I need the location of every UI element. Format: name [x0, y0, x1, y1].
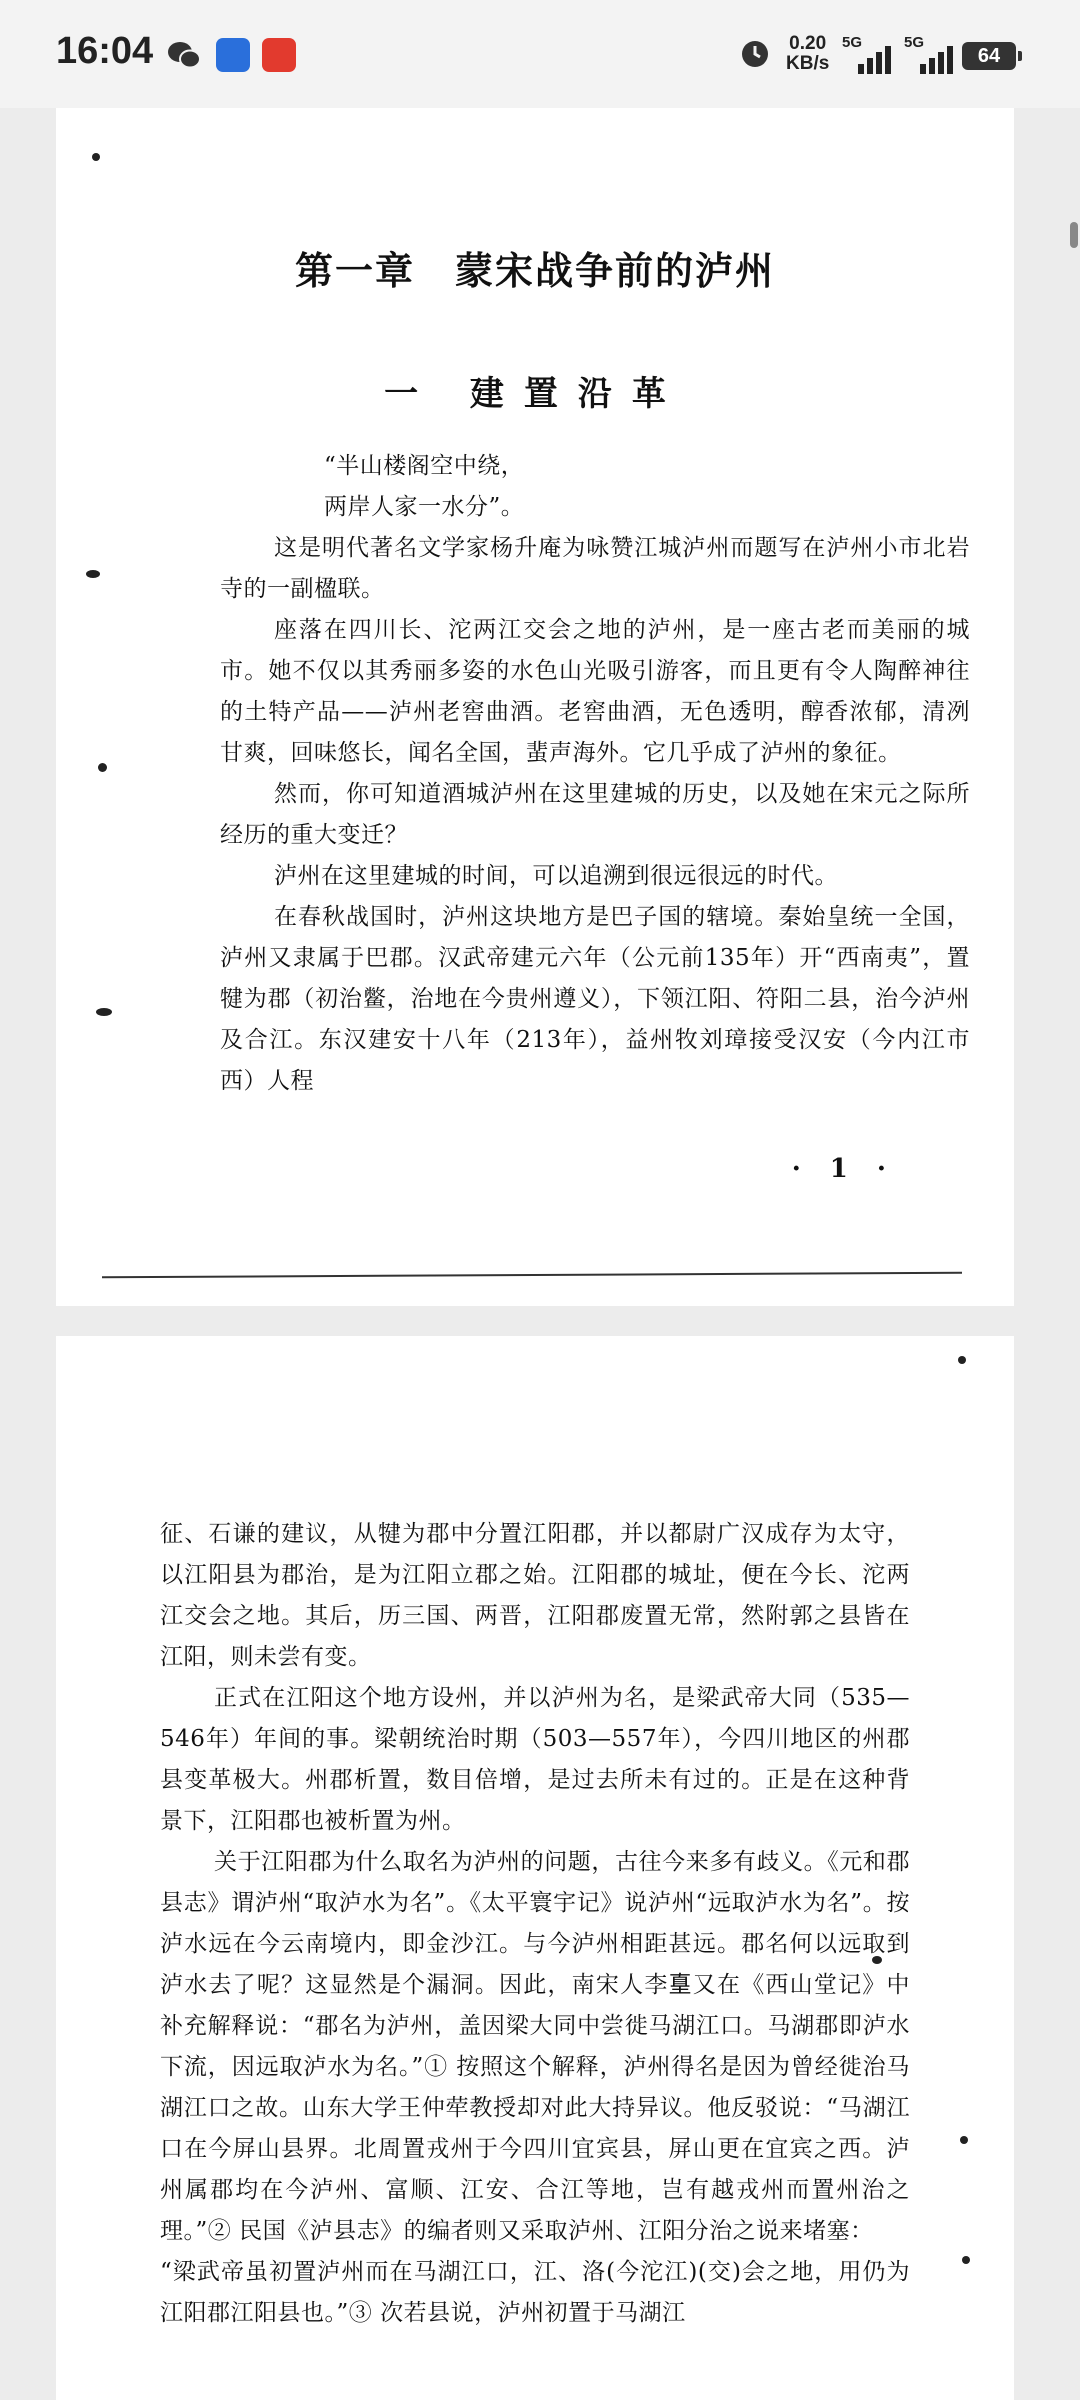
page-1-text — [220, 446, 970, 1102]
scan-speck — [92, 153, 100, 161]
status-time: 16:04 — [56, 30, 154, 72]
paragraph: 然而，你可知道酒城泸州在这里建城的历史，以及她在宋元之际所经历的重大变迁？ — [220, 781, 970, 848]
app-icon-blue — [216, 38, 250, 72]
paragraph: 座落在四川长、沱两江交会之地的泸州，是一座古老而美丽的城市。她不仅以其秀丽多姿的水色山光吸引游客，而且更有令人陶醉神往的土特产品——泸州老窖曲酒。老窖曲酒，无色透明，醇香浓郁，清冽甘爽，回味悠长，闻名全国，蜚声海外。它几乎成了泸州的象征。 — [220, 617, 970, 766]
wechat-icon — [166, 40, 202, 70]
paragraph: 关于江阳郡为什么取名为泸州的问题，古往今来多有歧义。《元和郡县志》谓泸州“取泸水为名”。《太平寰宇记》说泸州“远取泸水为名”。按泸水远在今云南境内，即金沙江。与今泸州相距甚远。郡名何以远取到泸水去了呢？这显然是个漏洞。因此，南宋人李𡌴又在《西山堂记》中补充解释说：“郡名为泸州，盖因梁大同中尝徙马湖江口。马湖郡即泸水下流，因远取泸水为名。”① 按照这个解释，泸州得名是因为曾经徙治马湖江口之故。山东大学王仲荦教授却对此大持异议。他反驳说：“马湖江口在今屏山县界。北周置戎州于今四川宜宾县，屏山更在宜宾之西。泸州属郡均在今泸州、富顺、江安、合江等地，岂有越戎州而置州治之理。”② 民国《泸县志》的编者则又采取泸州、江阳分治之说来堵塞： — [160, 1849, 910, 2244]
verse-line: 两岸人家一水分”。 — [324, 494, 525, 520]
battery-icon: 64 — [962, 42, 1016, 70]
scan-speck — [98, 763, 107, 772]
page-number: · 1 · — [791, 1154, 896, 1184]
scan-speck — [86, 570, 100, 578]
paragraph: 正式在江阳这个地方设州，并以泸州为名，是梁武帝大同（535—546年）年间的事。梁朝统治时期（503—557年），今四川地区的州郡县变革极大。州郡析置，数目倍增，是过去所未有过的。正是在这种背景下，江阳郡也被析置为州。 — [160, 1685, 910, 1834]
sim1-label: 5G — [842, 34, 863, 51]
document-page-2[interactable] — [56, 1336, 1014, 2400]
app-icon-red — [262, 38, 296, 72]
alarm-icon — [738, 36, 772, 70]
paragraph: 征、石谦的建议，从犍为郡中分置江阳郡，并以都尉广汉成存为太守，以江阳县为郡治，是为江阳立郡之始。江阳郡的城址，便在今长、沱两江交会之地。其后，历三国、两晋，江阳郡废置无常，然附郭之县皆在江阳，则未尝有变。 — [160, 1521, 910, 1670]
section-title: 一 建置沿革 — [384, 374, 686, 414]
scan-speck — [958, 1356, 966, 1364]
scrollbar-thumb[interactable] — [1070, 222, 1078, 248]
chapter-title: 第一章 蒙宋战争前的泸州 — [294, 248, 775, 293]
scan-speck — [962, 2256, 970, 2264]
network-speed: 0.20 KB/s — [786, 33, 830, 74]
scan-speck — [96, 1008, 112, 1016]
sim2-label: 5G — [904, 34, 925, 51]
paragraph: 在春秋战国时，泸州这块地方是巴子国的辖境。秦始皇统一全国，泸州又隶属于巴郡。汉武帝建元六年（公元前135年）开“西南夷”，置犍为郡（初治鳖，治地在今贵州遵义），下领江阳、符阳二县，治今泸州及合江。东汉建安十八年（213年），益州牧刘璋接受汉安（今内江市西）人程 — [220, 904, 970, 1094]
document-page-1[interactable] — [56, 108, 1014, 1306]
page-bottom-rule — [102, 1272, 962, 1279]
scan-speck — [960, 2136, 968, 2144]
verse-line: “半山楼阁空中绕， — [324, 453, 525, 479]
signal-icon — [858, 46, 894, 74]
page-2-text — [160, 1514, 910, 2334]
paragraph: 泸州在这里建城的时间，可以追溯到很远很远的时代。 — [274, 863, 838, 889]
status-bar — [0, 0, 1080, 108]
paragraph: “梁武帝虽初置泸州而在马湖江口，江、洛(今沱江)(交)会之地，用仍为江阳郡江阳县也。”③ 次若县说，泸州初置于马湖江 — [160, 2259, 910, 2326]
signal-icon-2 — [912, 46, 952, 74]
paragraph: 这是明代著名文学家杨升庵为咏赞江城泸州而题写在泸州小市北岩寺的一副楹联。 — [220, 535, 970, 602]
